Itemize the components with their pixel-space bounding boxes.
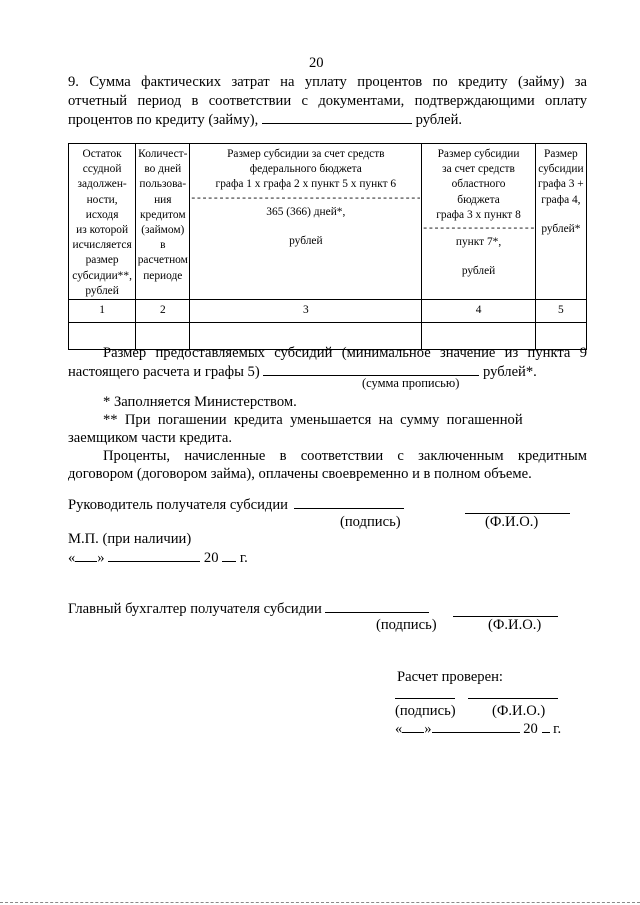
day-blank [402, 732, 424, 733]
page-number: 20 [309, 55, 324, 71]
year-blank [542, 732, 550, 733]
col-number: 1 [69, 300, 136, 323]
table-header-row [69, 144, 587, 300]
table-number-row [69, 300, 587, 323]
accountant-podpis-caption: (подпись) [376, 617, 437, 633]
head-signature-label: Руководитель получателя субсидии [68, 495, 404, 515]
accountant-signature-label: Главный бухгалтер получателя субсидии [68, 599, 429, 619]
check-signature-blank [395, 683, 455, 699]
page-edge-rule [0, 902, 640, 903]
note-ministry: * Заполняется Министерством. [103, 394, 297, 410]
col5-header: Размер субсидии графа 3 + графа 4, рублей* [535, 144, 586, 300]
subsidy-line2-suffix: рублей*. [483, 364, 537, 380]
check-date: « » 20 г. [395, 721, 562, 737]
head-fio-caption: (Ф.И.О.) [485, 514, 539, 530]
col4-header: Размер субсидии за счет средств областного бюджета графа 3 х пункт 8 - - - - - - - - - - - - - - - - - - - - пункт 7*, рублей [422, 144, 535, 300]
month-blank [432, 732, 520, 733]
col-number: 3 [190, 300, 422, 323]
calculation-table [68, 143, 587, 350]
item9-line2: отчетный период в соответствии с документами, подтверждающими оплату [68, 93, 587, 109]
year-blank [222, 561, 236, 562]
amount-blank [262, 123, 412, 124]
col-number: 2 [136, 300, 190, 323]
check-fio-caption: (Ф.И.О.) [492, 703, 546, 719]
item9-line3-suffix: рублей. [415, 112, 463, 128]
note-interest-line1: Проценты, начисленные в соответствии с заключенным кредитным [103, 448, 587, 464]
month-blank [108, 561, 200, 562]
head-date: « » 20 г. [68, 550, 248, 566]
accountant-signature-blank [325, 612, 429, 613]
subsidy-line1: Размер предоставляемых субсидий (минимальное значение из пункта 9 [103, 345, 587, 361]
fraction-line: - - - - - - - - - - - - - - - - - - - - [423, 223, 534, 234]
head-signature-blank [294, 508, 404, 509]
col-number: 4 [422, 300, 535, 323]
subsidy-line2 [68, 362, 537, 382]
col1-header: Остаток ссудной задолжен- ности, исходя из которой исчисляется размер субсидии**, рублей [69, 144, 136, 300]
day-blank [75, 561, 97, 562]
col3-header: Размер субсидии за счет средств федерального бюджета графа 1 х графа 2 х пункт 5 х пункт 6 - - - - - - - - - - - - - - - - - - - - - - - - - - - - - - - - - - - - - - - - - 365 (366) дней*, рублей [190, 144, 422, 300]
item9-line1: 9. Сумма фактических затрат на уплату процентов по кредиту (займу) за [68, 74, 587, 90]
fraction-line: - - - - - - - - - - - - - - - - - - - - - - - - - - - - - - - - - - - - - - - - - [191, 192, 421, 203]
item9-line3-prefix: процентов по кредиту (займу), [68, 112, 259, 128]
subsidy-line2-prefix: настоящего расчета и графы 5) [68, 364, 260, 380]
stamp-label: М.П. (при наличии) [68, 531, 192, 547]
check-label: Расчет проверен: [397, 669, 503, 685]
note-interest-line2: договором (договором займа), оплачены своевременно и в полном объеме. [68, 466, 532, 482]
note-repayment-line1: ** При погашении кредита уменьшается на сумму погашенной [103, 412, 523, 428]
accountant-fio-caption: (Ф.И.О.) [488, 617, 542, 633]
head-podpis-caption: (подпись) [340, 514, 401, 530]
note-repayment-line2: заемщиком части кредита. [68, 430, 232, 446]
check-podpis-caption: (подпись) [395, 703, 456, 719]
check-fio-blank [468, 683, 558, 699]
col2-header: Количест- во дней пользова- ния кредитом (займом) в расчетном периоде [136, 144, 190, 300]
col-number: 5 [535, 300, 586, 323]
sum-in-words-caption: (сумма прописью) [362, 376, 460, 390]
item9-line3 [68, 110, 462, 130]
